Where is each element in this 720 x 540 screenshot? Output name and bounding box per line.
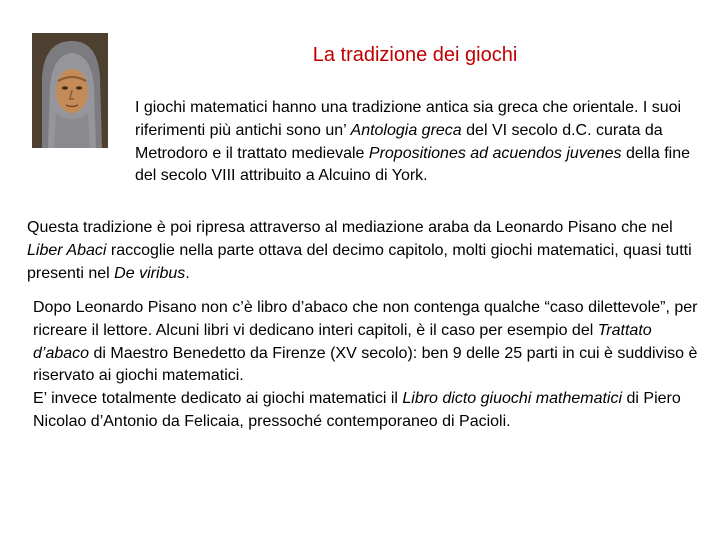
title-de-viribus: De viribus (114, 264, 186, 282)
title-trattato-abaco: Trattato d’abaco (33, 321, 652, 362)
text: della fine del secolo VIII attribuito a Alcuino di York. (135, 144, 691, 185)
text: E’ invece totalmente dedicato ai giochi matematici il (33, 390, 403, 408)
paragraph-leonardo-pisano (27, 217, 697, 285)
text: . (185, 264, 190, 282)
text: di Maestro Benedetto da Firenze (XV secolo): ben 9 delle 25 parti in cui è suddiviso è riservato ai giochi matematici. (33, 344, 698, 385)
title-propositiones: Propositiones ad acuendos juvenes (368, 144, 622, 162)
text: di Piero Nicolao d’Antonio da Felicaia, pressoché contemporaneo di Pacioli. (33, 390, 681, 430)
text: del VI secolo d.C. curata da Metrodoro e il trattato medievale (135, 121, 663, 162)
portrait-luca-pacioli-icon (32, 33, 108, 148)
title-antologia-greca: Antologia greca (350, 121, 462, 139)
paragraph-tradition-intro (135, 97, 690, 188)
text: Dopo Leonardo Pisano non c’è libro d’abaco che non contenga qualche “caso dilettevole”, per ricreare il lettore. Alcuni libri vi dedicano interi capitoli, è il caso per esempio del (33, 299, 698, 339)
text: I giochi matematici hanno una tradizione antica sia greca che orientale. I suoi riferimenti più antichi sono un’ (135, 99, 682, 139)
title-libro-giuochi: Libro dicto giuochi mathematici (402, 390, 623, 408)
paragraph-libri-abaco (33, 297, 698, 434)
text: Questa tradizione è poi ripresa attraverso al mediazione araba da Leonardo Pisano che nel (27, 219, 673, 236)
title-liber-abaci: Liber Abaci (27, 241, 107, 259)
text: raccoglie nella parte ottava del decimo capitolo, molti giochi matematici, quasi tutti presenti nel (27, 241, 692, 282)
page-title: La tradizione dei giochi (312, 44, 518, 66)
